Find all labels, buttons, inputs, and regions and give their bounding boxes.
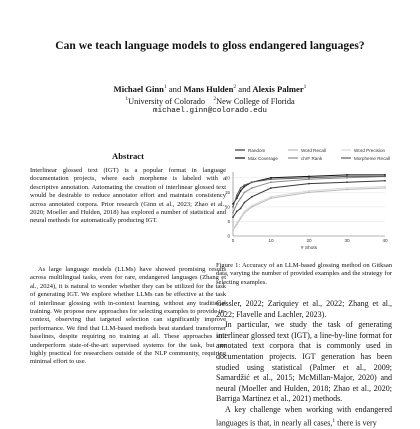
- abstract-text: As large language models (LLMs) have showed promising results across multilingual tasks, even for rare, endangered languages (Zhang et al., 2024), it is natural to wonder whether they can be utilized for the task of generating IGT. We explore whether LLMs can be effective at the task of interlinear glossing with in-context learning, without any traditional training. We propose new approaches for selecting examples to provide in-context, observing that targeted selection can significantly improve performance. We find that LLM-based methods beat standard transformer baselines, despite requiring no training at all. These approaches still underperform state-of-the-art supervised systems for the task, but are highly practical for researchers outside of the NLP community, requiring minimal effort to use.: [30, 266, 226, 366]
- abstract-paragraph: [30, 266, 226, 420]
- data-point: [232, 206, 234, 208]
- data-point: [270, 196, 272, 198]
- data-point: [232, 216, 234, 218]
- author-affil-mark: 1: [163, 84, 167, 91]
- author-list: [0, 84, 420, 94]
- data-point: [240, 216, 242, 218]
- y-tick-label: 5: [227, 219, 230, 225]
- data-point: [251, 181, 253, 183]
- body-column-text: [216, 299, 392, 428]
- data-point: [240, 207, 242, 209]
- data-point: [308, 177, 310, 179]
- legend-label: Max Coverage: [248, 156, 278, 161]
- data-point: [384, 175, 386, 177]
- affiliation-name: University of Colorado: [128, 96, 206, 106]
- data-point: [244, 202, 246, 204]
- x-tick-label: 40: [382, 238, 388, 243]
- y-tick-label: 15: [224, 189, 230, 195]
- author-name: Alexis Palmer: [252, 84, 304, 94]
- affiliation-mark: 2: [213, 96, 217, 102]
- x-tick-label: 10: [268, 238, 274, 243]
- figure-1-chart: [213, 142, 393, 252]
- body-text: A key challenge when working with endangered languages is that, in nearly all cases,: [216, 404, 392, 428]
- footnote-mark: 1: [332, 417, 336, 424]
- y-tick-label: 0: [227, 233, 230, 239]
- body-text: there is very: [335, 418, 377, 428]
- data-point: [384, 180, 386, 182]
- data-point: [232, 212, 234, 214]
- x-tick-label: 0: [231, 238, 235, 243]
- figure-caption: Figure 1: Accuracy of an LLM-based glossing method on Gitksan data, varying the number of provided examples and the strategy for selecting examples.: [216, 262, 392, 286]
- legend-label: Word Precision: [354, 148, 386, 153]
- data-point: [251, 205, 253, 207]
- affiliation-mark: 1: [125, 96, 129, 102]
- affiliation-name: New College of Florida: [216, 96, 295, 106]
- author-email: michael.ginn@colorado.edu: [153, 107, 267, 115]
- data-point: [251, 196, 253, 198]
- legend-label: Morpheme Recall: [354, 156, 390, 161]
- legend-label: chrF Rank: [301, 156, 323, 161]
- author-conjunction: and: [168, 84, 182, 94]
- x-tick-label: 30: [344, 238, 350, 243]
- data-point: [240, 197, 242, 199]
- legend-label: Random: [248, 148, 266, 153]
- data-point: [244, 191, 246, 193]
- data-point: [244, 184, 246, 186]
- body-paragraph: [216, 320, 392, 405]
- data-point: [232, 228, 234, 230]
- legend-label: Word Recall: [301, 148, 326, 153]
- author-name: Michael Ginn: [113, 84, 164, 94]
- data-point: [308, 183, 310, 185]
- paper-title: Can we teach language models to gloss endangered languages?: [55, 40, 365, 52]
- body-paragraph: [216, 405, 392, 429]
- data-point: [384, 186, 386, 188]
- y-tick-label: 10: [224, 204, 230, 210]
- x-tick-label: 20: [306, 238, 312, 243]
- data-point: [346, 175, 348, 177]
- series-line: [233, 181, 385, 217]
- body-paragraph: Gessler, 2022; Zariquiey et al., 2022; Zhang et al., 2022; Flavelle and Lachler, 2023).: [216, 299, 392, 319]
- author-conjunction: and: [238, 84, 251, 94]
- series-line: [233, 188, 385, 230]
- affiliation-line: [0, 96, 420, 106]
- author-name: Mans Hulden: [183, 84, 234, 94]
- author-affil-mark: 2: [233, 84, 237, 91]
- data-point: [308, 190, 310, 192]
- author-affil-mark: 1: [303, 84, 307, 91]
- data-point: [270, 187, 272, 189]
- data-point: [270, 178, 272, 180]
- data-point: [251, 187, 253, 189]
- x-axis-label: # Shots: [300, 246, 318, 251]
- data-point: [236, 203, 238, 205]
- body-text: In particular, we study the task of generating interlinear glossed text (IGT), a line-by-line format for annotated text corpora that is commonly used in documentation projects. IGT generation has been studied using statistical (Palmer et al., 2009; Samardžić et al., 2015; McMillan-Major, 2020) and neural (Moeller and Hulden, 2018; Zhao et al., 2020; Barriga Martínez et al., 2021) methods.: [216, 320, 392, 404]
- data-point: [236, 222, 238, 224]
- data-point: [244, 210, 246, 212]
- data-point: [236, 194, 238, 196]
- abstract-heading: Abstract: [112, 151, 144, 161]
- data-point: [346, 187, 348, 189]
- data-point: [270, 181, 272, 183]
- data-point: [240, 187, 242, 189]
- abstract-text: Interlinear glossed text (IGT) is a popular format in language documentation projects, where each morpheme is labeled with a descriptive annotation. Automating the creation of interlinear glossed text would be desirable to reduce annotator effort and maintain consistency across annotated corpora. Prior research (Ginn et al., 2023; Zhao et al., 2020; Moeller and Hulden, 2018) has explored a number of statistical and neural methods for automatically producing IGT.: [30, 167, 226, 225]
- line-chart: [213, 142, 393, 252]
- data-point: [236, 210, 238, 212]
- data-point: [346, 181, 348, 183]
- y-tick-label: 20: [224, 175, 230, 181]
